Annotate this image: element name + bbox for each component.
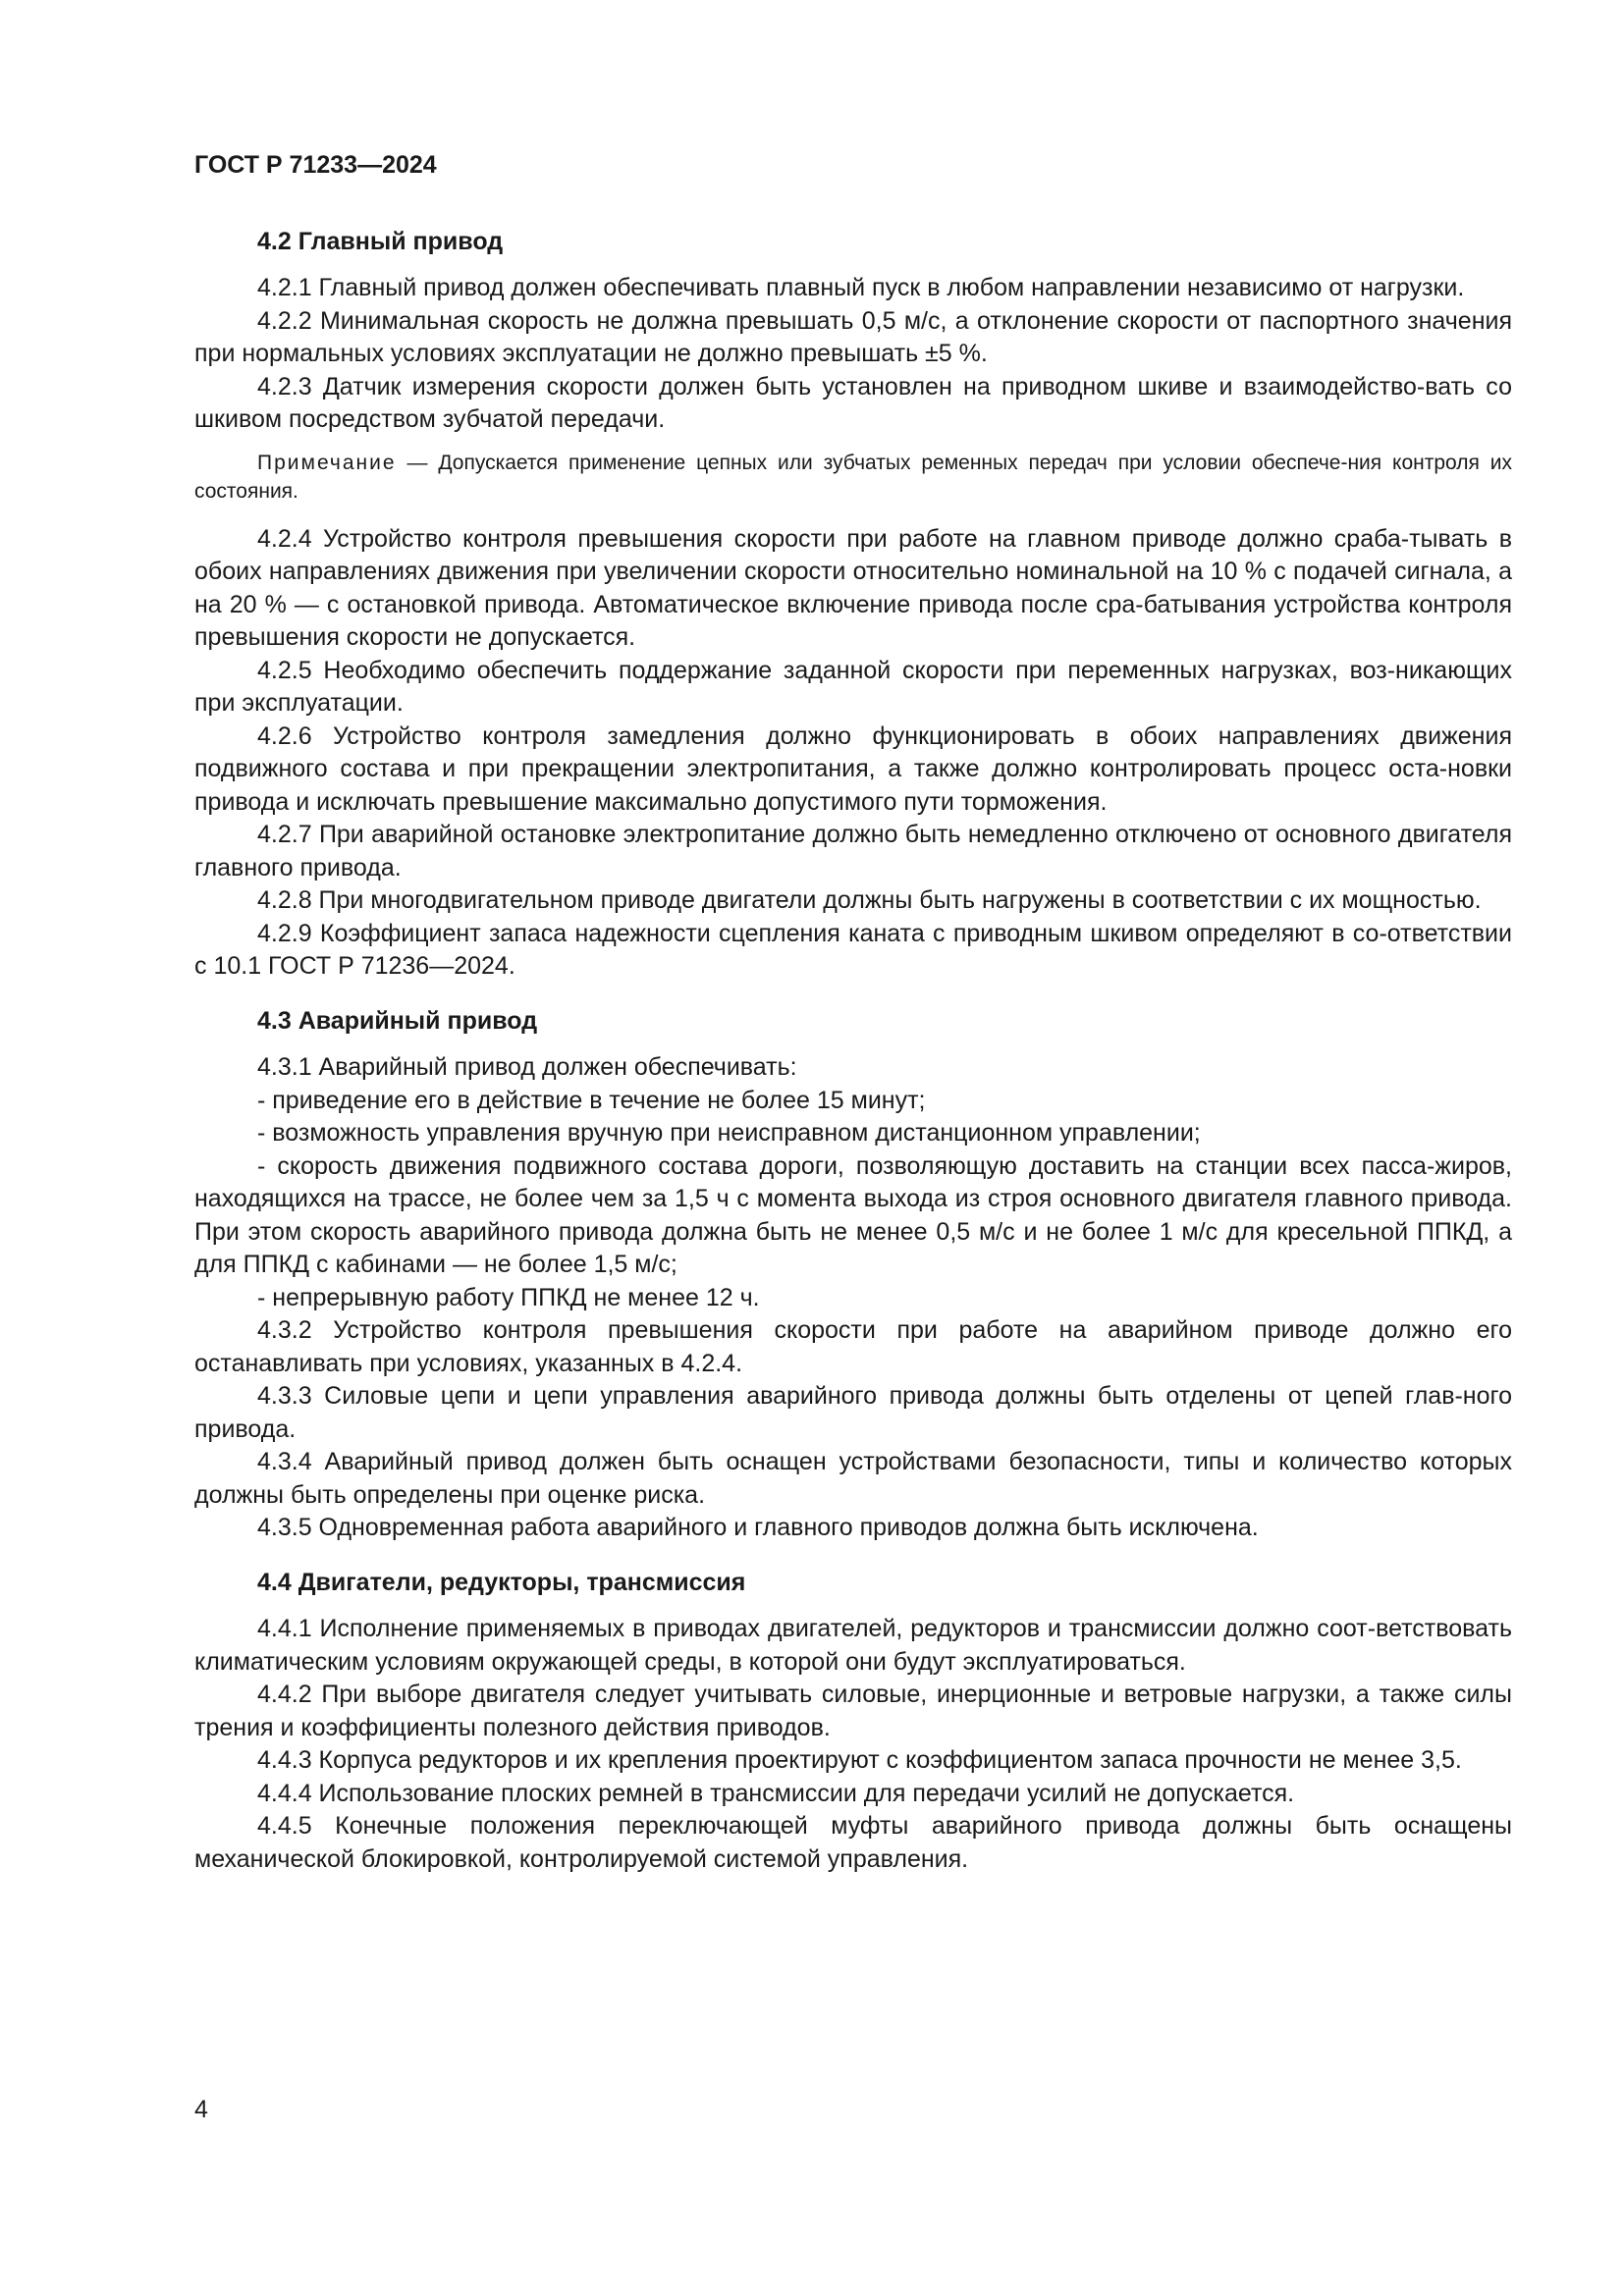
list-item: - скорость движения подвижного состава дороги, позволяющую доставить на станции всех пасса-жиров, находящихся на трассе, не более чем за 1,5 ч с момента выхода из строя основного двигателя главного привода. При этом скорость аварийного привода должна быть не менее 0,5 м/с и не более 1 м/с для кресельной ППКД, а для ППКД с кабинами — не более 1,5 м/с;	[194, 1151, 1512, 1278]
section-title: 4.4 Двигатели, редукторы, трансмиссия	[257, 1568, 746, 1596]
list-item: - непрерывную работу ППКД не менее 12 ч.	[257, 1283, 760, 1311]
document-header: ГОСТ Р 71233—2024	[194, 151, 437, 179]
section-title: 4.2 Главный привод	[257, 227, 504, 255]
paragraph: 4.3.3 Силовые цепи и цепи управления аварийного привода должны быть отделены от цепей глав-ного привода.	[194, 1382, 1512, 1443]
paragraph: 4.4.3 Корпуса редукторов и их крепления проектируют с коэффициентом запаса прочности не менее 3,5.	[257, 1746, 1462, 1774]
list-item: - возможность управления вручную при неисправном дистанционном управлении;	[257, 1119, 1201, 1147]
section-title: 4.3 Аварийный привод	[257, 1006, 538, 1035]
paragraph: 4.3.5 Одновременная работа аварийного и главного приводов должна быть исключена.	[257, 1514, 1259, 1541]
paragraph: 4.2.4 Устройство контроля превышения скорости при работе на главном приводе должно сраба-тывать в обоих направлениях движения при увеличении скорости относительно номинальной на 10 % с подачей сигнала, а на 20 % — с остановкой привода. Автоматическое включение привода после сра-батывания устройства контроля превышения скорости не допускается.	[194, 524, 1512, 651]
paragraph: 4.2.8 При многодвигательном приводе двигатели должны быть нагружены в соответствии с их мощностью.	[257, 886, 1482, 914]
paragraph: 4.2.7 При аварийной остановке электропитание должно быть немедленно отключено от основного двигателя главного привода.	[194, 821, 1512, 881]
paragraph: 4.2.5 Необходимо обеспечить поддержание заданной скорости при переменных нагрузках, воз-никающих при эксплуатации.	[194, 656, 1512, 717]
document-page	[194, 149, 1512, 1897]
paragraph: 4.2.9 Коэффициент запаса надежности сцепления каната с приводным шкивом определяют в со-ответствии с 10.1 ГОСТ Р 71236—2024.	[194, 919, 1512, 980]
section-4-4	[194, 1567, 1512, 1877]
paragraph: 4.3.2 Устройство контроля превышения скорости при работе на аварийном приводе должно его останавливать при условиях, указанных в 4.2.4.	[194, 1316, 1512, 1377]
section-4-2	[194, 226, 1512, 984]
paragraph: 4.3.1 Аварийный привод должен обеспечивать:	[257, 1053, 797, 1081]
paragraph: 4.2.2 Минимальная скорость не должна превышать 0,5 м/с, а отклонение скорости от паспортного значения при нормальных условиях эксплуатации не должно превышать ±5 %.	[194, 306, 1512, 367]
note	[194, 449, 1512, 506]
section-4-3	[194, 1005, 1512, 1545]
paragraph: 4.3.4 Аварийный привод должен быть оснащен устройствами безопасности, типы и количество которых должны быть определены при оценке риска.	[194, 1448, 1512, 1509]
paragraph: 4.4.1 Исполнение применяемых в приводах двигателей, редукторов и трансмиссии должно соот-ветствовать климатическим условиям окружающей среды, в которой они будут эксплуатироваться.	[194, 1615, 1512, 1676]
note-text: — Допускается применение цепных или зубчатых ременных передач при условии обеспече-ния контроля их состояния.	[194, 451, 1512, 503]
paragraph: 4.4.4 Использование плоских ремней в трансмиссии для передачи усилий не допускается.	[257, 1779, 1295, 1807]
paragraph: 4.4.5 Конечные положения переключающей муфты аварийного привода должны быть оснащены механической блокировкой, контролируемой системой управления.	[194, 1812, 1512, 1873]
paragraph: 4.2.1 Главный привод должен обеспечивать плавный пуск в любом направлении независимо от нагрузки.	[257, 274, 1465, 301]
page-number: 4	[194, 2096, 208, 2123]
list-item: - приведение его в действие в течение не более 15 минут;	[257, 1086, 926, 1114]
paragraph: 4.2.3 Датчик измерения скорости должен быть установлен на приводном шкиве и взаимодейство-вать со шкивом посредством зубчатой передачи.	[194, 372, 1512, 433]
paragraph: 4.4.2 При выборе двигателя следует учитывать силовые, инерционные и ветровые нагрузки, а также силы трения и коэффициенты полезного действия приводов.	[194, 1681, 1512, 1741]
note-label: Примечание	[257, 451, 397, 474]
paragraph: 4.2.6 Устройство контроля замедления должно функционировать в обоих направлениях движения подвижного состава и при прекращении электропитания, а также должно контролировать процесс оста-новки привода и исключать превышение максимально допустимого пути торможения.	[194, 721, 1512, 816]
